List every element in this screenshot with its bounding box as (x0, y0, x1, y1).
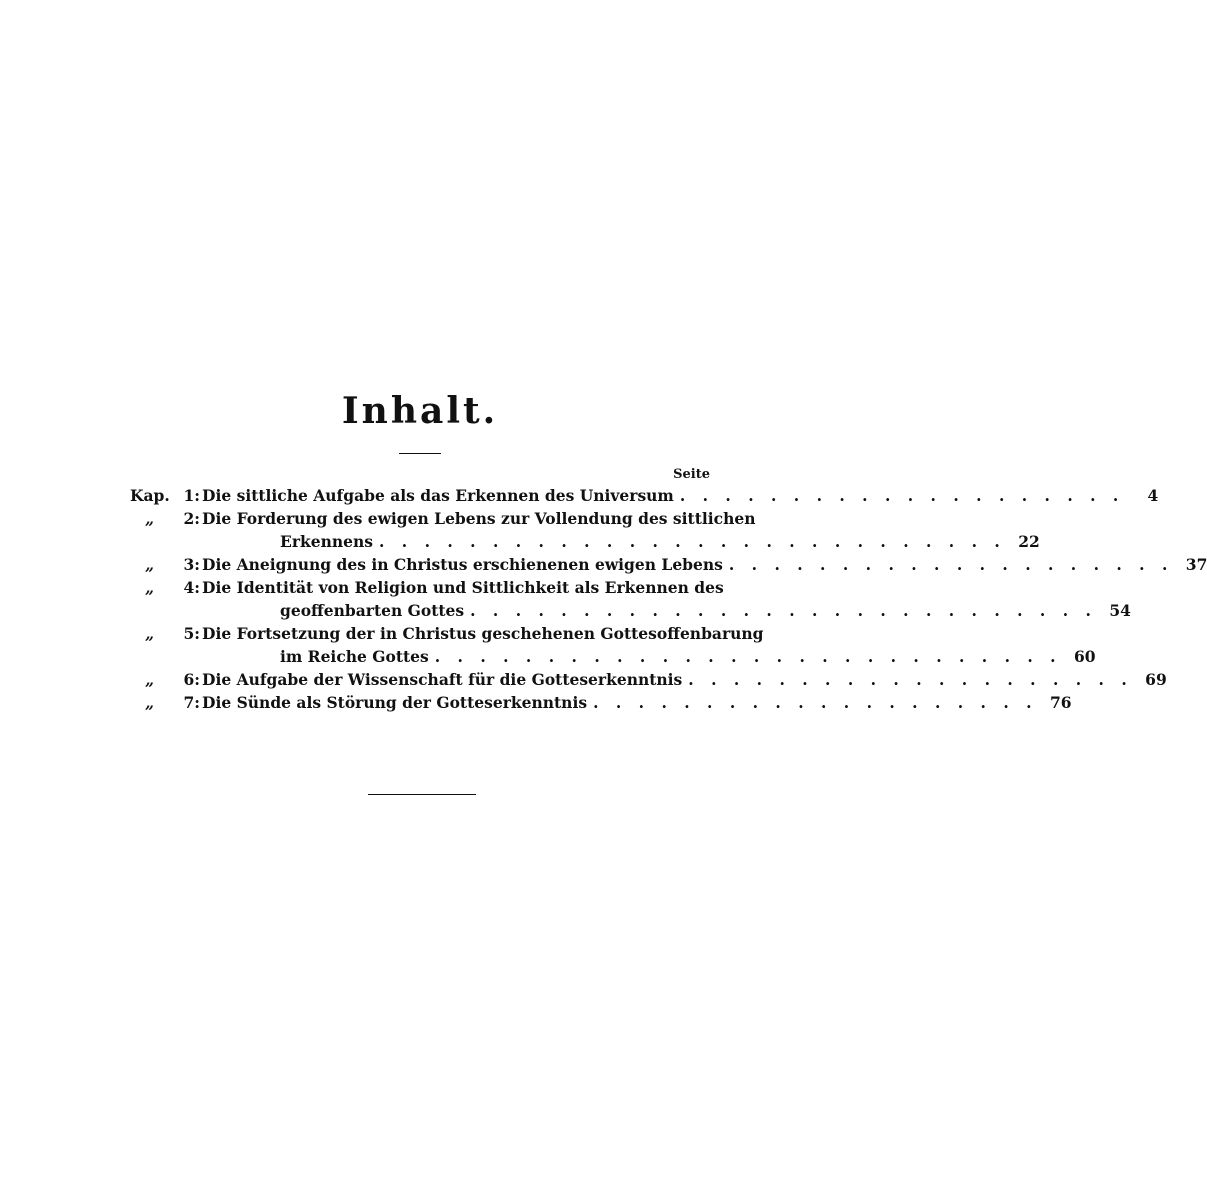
toc-entry (130, 668, 1167, 691)
page-title: Inhalt. (341, 390, 499, 432)
ditto-mark: „ (145, 578, 154, 597)
toc-entry (130, 622, 1096, 668)
chapter-number: 3: (183, 555, 200, 574)
page-number: 54 (1109, 601, 1131, 620)
dot-leaders: . . . . . . . . . . . . . . . . . . . . (593, 693, 1038, 712)
chapter-title-continued: Erkennens (280, 532, 373, 551)
dot-leaders: . . . . . . . . . . . . . . . . . . . . . . . . . . . . (470, 601, 1097, 620)
bottom-divider (368, 794, 476, 795)
dot-leaders: . . . . . . . . . . . . . . . . . . . . . . . . . . . . (378, 532, 1006, 551)
dot-leaders: . . . . . . . . . . . . . . . . . . . . (728, 555, 1174, 574)
chapter-number: 6: (183, 670, 200, 689)
toc-entry (130, 576, 1131, 622)
chapter-title: Die Sünde als Störung der Gotteserkenntnis (202, 693, 588, 712)
chapter-title: Die Fortsetzung der in Christus geschehenen Gottesoffenbarung (202, 624, 764, 643)
chapter-number: 4: (183, 578, 200, 597)
page-number: 37 (1185, 555, 1207, 574)
entry-prefix: Kap. (130, 486, 170, 505)
chapter-title-continued: geoffenbarten Gottes (280, 601, 465, 620)
toc-entry (130, 553, 1207, 576)
ditto-mark: „ (145, 509, 154, 528)
chapter-number: 7: (183, 693, 200, 712)
ditto-mark: „ (145, 555, 154, 574)
ditto-mark: „ (145, 670, 154, 689)
ditto-mark: „ (145, 693, 154, 712)
chapter-title: Die Aneignung des in Christus erschienenen ewigen Lebens (202, 555, 723, 574)
page-number: 69 (1145, 670, 1167, 689)
toc-entry (130, 484, 1159, 507)
page-number: 22 (1018, 532, 1040, 551)
chapter-number: 2: (183, 509, 200, 528)
chapter-title: Die Forderung des ewigen Lebens zur Vollendung des sittlichen (202, 509, 756, 528)
page-number: 76 (1049, 693, 1072, 712)
dot-leaders: . . . . . . . . . . . . . . . . . . . . (688, 670, 1133, 689)
chapter-title: Die Aufgabe der Wissenschaft für die Gotteserkenntnis (202, 670, 683, 689)
chapter-title: Die sittliche Aufgabe als das Erkennen des Universum (202, 486, 674, 505)
chapter-number: 1: (183, 486, 200, 505)
toc-entry (130, 691, 1072, 714)
chapter-title-continued: im Reiche Gottes (280, 647, 429, 666)
chapter-number: 5: (183, 624, 200, 643)
table-of-contents (130, 484, 1207, 714)
page-number: 4 (1147, 486, 1159, 505)
chapter-title: Die Identität von Religion und Sittlichkeit als Erkennen des (202, 578, 724, 597)
page-number: 60 (1073, 647, 1096, 666)
page-column-label: Seite (673, 467, 710, 482)
dot-leaders: . . . . . . . . . . . . . . . . . . . . . . . . . . . . (434, 647, 1062, 666)
ditto-mark: „ (145, 624, 154, 643)
title-divider (399, 453, 441, 454)
toc-entry (130, 507, 1040, 553)
dot-leaders: . . . . . . . . . . . . . . . . . . . . (679, 486, 1125, 505)
